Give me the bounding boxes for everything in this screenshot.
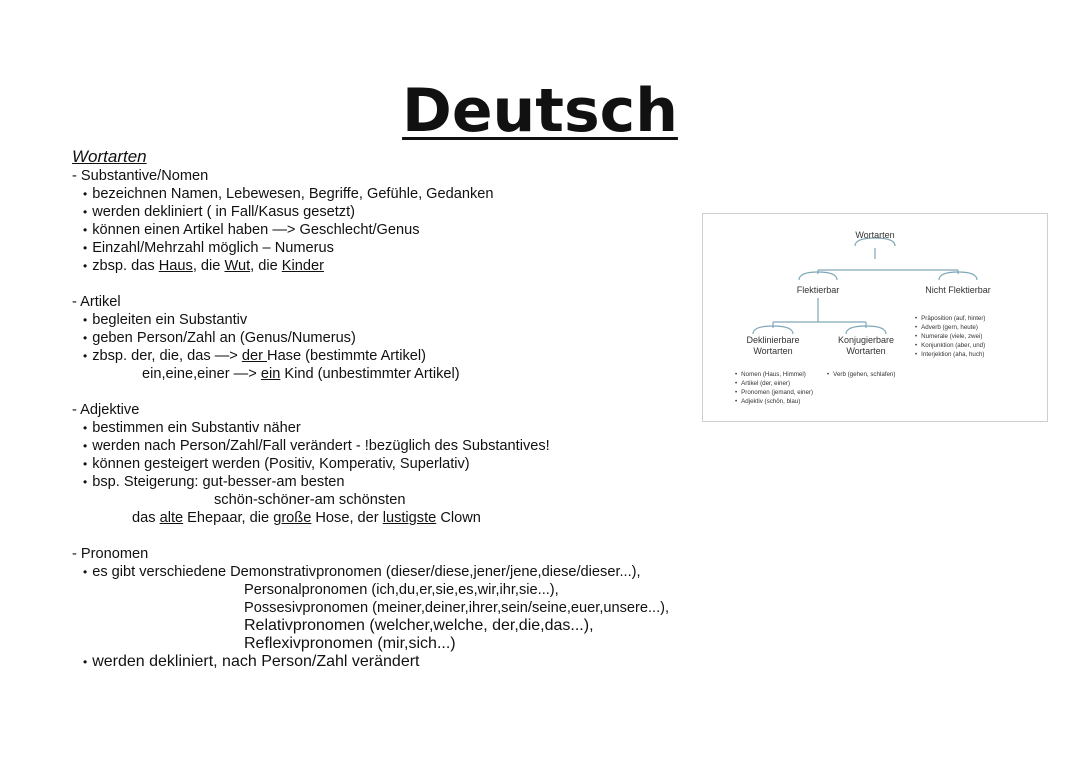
list-item: • Artikel (der, einer) <box>735 379 813 388</box>
example-word: alte <box>159 510 184 526</box>
adjektive-header: - Adjektive <box>72 402 140 418</box>
wortarten-diagram <box>702 213 1048 422</box>
adjektive-bullet-3: • können gesteigert werden (Positiv, Komperativ, Superlativ) <box>72 455 712 473</box>
diagram-root-label: Wortarten <box>855 230 895 240</box>
example-word: Wut <box>224 258 251 274</box>
adjektive-bullet-1: • bestimmen ein Substantiv näher <box>72 419 712 437</box>
substantive-bullet-4: • Einzahl/Mehrzahl möglich – Numerus <box>72 239 712 257</box>
diagram-deklinierbare-label: Deklinierbare Wortarten <box>746 335 800 356</box>
example-word: Kinder <box>281 258 324 274</box>
adjektive-bullet-4: • bsp. Steigerung: gut-besser-am besten <box>72 473 712 491</box>
example-word: Haus <box>158 258 193 274</box>
list-item: • Verb (gehen, schlafen) <box>827 370 895 379</box>
substantive-bullet-1: • bezeichnen Namen, Lebewesen, Begriffe, Gefühle, Gedanken <box>72 185 712 203</box>
list-item: • Präposition (auf, hinter) <box>915 314 986 323</box>
example-word: lustigste <box>382 510 437 526</box>
example-word: der <box>241 348 268 364</box>
pronomen-line-5: Reflexivpronomen (mir,sich...) <box>244 635 456 652</box>
diagram-nicht-flektierbar-list <box>915 314 986 359</box>
adjektive-bullet-2: • werden nach Person/Zahl/Fall verändert - !bezüglich des Substantives! <box>72 437 712 455</box>
artikel-header: - Artikel <box>72 294 121 310</box>
pronomen-line-4: Relativpronomen (welcher,welche, der,die,das...), <box>244 617 594 634</box>
diagram-konjugierbare-list <box>827 370 895 379</box>
example-word: ein <box>260 366 281 382</box>
pronomen-line-2: Personalpronomen (ich,du,er,sie,es,wir,ihr,sie...), <box>244 582 559 598</box>
artikel-bullet-1: • begleiten ein Substantiv <box>72 311 712 329</box>
pronomen-line-3: Possesivpronomen (meiner,deiner,ihrer,sein/seine,euer,unsere...), <box>244 600 670 616</box>
pronomen-header: - Pronomen <box>72 546 149 562</box>
diagram-deklinierbare-list <box>735 370 813 406</box>
section-heading: Wortarten <box>72 147 147 166</box>
list-item: • Nomen (Haus, Himmel) <box>735 370 813 379</box>
list-item: • Adjektiv (schön, blau) <box>735 397 813 406</box>
list-item: • Pronomen (jemand, einer) <box>735 388 813 397</box>
list-item: • Interjektion (aha, huch) <box>915 350 986 359</box>
artikel-line-4: ein,eine,einer —> ein Kind (unbestimmter Artikel) <box>142 366 460 382</box>
notes-body <box>72 147 712 671</box>
diagram-konjugierbare-label: Konjugierbare Wortarten <box>837 335 895 356</box>
diagram-nicht-flektierbar-label: Nicht Flektierbar <box>925 285 991 295</box>
substantive-bullet-2: • werden dekliniert ( in Fall/Kasus gesetzt) <box>72 203 712 221</box>
example-word: große <box>273 510 312 526</box>
substantive-header: - Substantive/Nomen <box>72 168 209 184</box>
artikel-bullet-2: • geben Person/Zahl an (Genus/Numerus) <box>72 329 712 347</box>
adjektive-line-5: schön-schöner-am schönsten <box>214 492 406 508</box>
pronomen-bullet-1: • es gibt verschiedene Demonstrativpronomen (dieser/diese,jener/jene,diese/dieser...), <box>72 563 712 581</box>
list-item: • Adverb (gern, heute) <box>915 323 986 332</box>
list-item: • Konjunktion (aber, und) <box>915 341 986 350</box>
pronomen-bullet-6: • werden dekliniert, nach Person/Zahl verändert <box>72 653 712 671</box>
substantive-bullet-3: • können einen Artikel haben —> Geschlecht/Genus <box>72 221 712 239</box>
list-item: • Numerale (viele, zwei) <box>915 332 986 341</box>
artikel-bullet-3: • zbsp. der, die, das —> der Hase (bestimmte Artikel) <box>72 347 712 365</box>
adjektive-line-6: das alte Ehepaar, die große Hose, der lustigste Clown <box>132 510 481 526</box>
page-title: Deutsch <box>402 76 678 146</box>
substantive-bullet-5: • zbsp. das Haus, die Wut, die Kinder <box>72 257 712 275</box>
diagram-flektierbar-label: Flektierbar <box>796 285 840 295</box>
